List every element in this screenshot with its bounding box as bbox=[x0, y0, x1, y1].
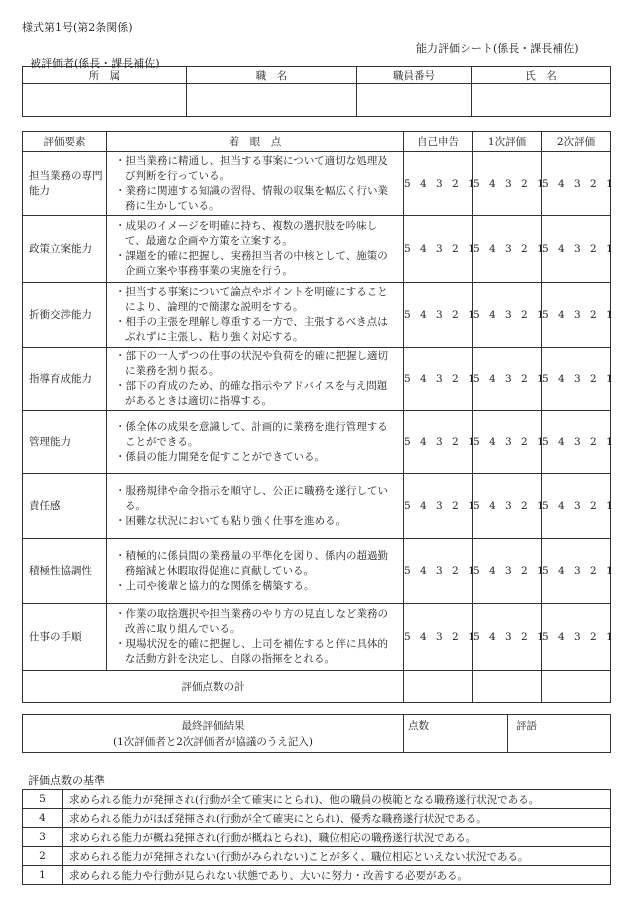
table-row bbox=[23, 283, 611, 348]
final-result-note: (1次評価者と2次評価者が協議のうえ記入) bbox=[112, 735, 314, 748]
point-text: ・作業の取捨選択や担当業務のやり方の見直しなど業務の改善に取り組んでいる。 bbox=[115, 608, 388, 635]
job-title-field[interactable] bbox=[187, 84, 357, 117]
criteria-score: 4 bbox=[23, 809, 63, 828]
staff-number-field[interactable] bbox=[357, 84, 472, 117]
name-field[interactable] bbox=[472, 84, 611, 117]
criteria-text: 求められる能力や行動が見られない状態であり、大いに努力・改善する必要がある。 bbox=[63, 866, 611, 885]
criteria-score: 3 bbox=[23, 828, 63, 847]
list-item bbox=[23, 828, 611, 847]
point-text: ・部下の一人ずつの仕事の状況や負荷を的確に把握し適切に業務を割り振る。 bbox=[115, 350, 388, 377]
element-negotiation: 折衝交渉能力 bbox=[23, 283, 107, 348]
table-row bbox=[23, 604, 611, 671]
first-total-field[interactable] bbox=[473, 671, 542, 703]
table-row bbox=[23, 411, 611, 474]
list-item bbox=[23, 809, 611, 828]
second-score-selector[interactable]: 5 4 3 2 1 bbox=[542, 348, 611, 411]
self-score-selector[interactable]: 5 4 3 2 1 bbox=[404, 348, 473, 411]
final-evaluation-table bbox=[22, 714, 611, 753]
element-initiative: 積極性協調性 bbox=[23, 539, 107, 604]
table-row bbox=[23, 348, 611, 411]
element-expertise: 担当業務の専門能力 bbox=[23, 152, 107, 216]
self-score-selector[interactable]: 5 4 3 2 1 bbox=[404, 411, 473, 474]
criteria-title: 評価点数の基準 bbox=[28, 774, 105, 787]
point-text: ・課題を的確に把握し、実務担当者の中核として、施策の企画立案や事務事業の実施を行う。 bbox=[115, 250, 388, 277]
element-management: 管理能力 bbox=[23, 411, 107, 474]
point-text: ・上司や後輩と協力的な関係を構築する。 bbox=[115, 579, 315, 592]
point-text: ・服務規律や命令指示を順守し、公正に職務を遂行している。 bbox=[115, 484, 388, 512]
criteria-text: 求められる能力がほぼ発揮され(行動が全て確実にとられ)、優秀な職務遂行状況である。 bbox=[63, 809, 611, 828]
list-item bbox=[23, 847, 611, 866]
header-affiliation: 所 属 bbox=[23, 67, 187, 84]
self-score-selector[interactable]: 5 4 3 2 1 bbox=[404, 152, 473, 216]
total-row bbox=[23, 671, 611, 703]
evaluatee-label: 被評価者(係長・課長補佐) bbox=[30, 57, 160, 70]
second-score-selector[interactable]: 5 4 3 2 1 bbox=[542, 474, 611, 539]
point-text: ・現場状況を的確に把握し、上司を補佐すると伴に具体的な活動方針を決定し、自隊の指揮をとれる。 bbox=[115, 638, 388, 665]
final-comment-field[interactable] bbox=[508, 715, 611, 753]
second-score-selector[interactable]: 5 4 3 2 1 bbox=[542, 283, 611, 348]
header-points: 着 眼 点 bbox=[107, 132, 404, 152]
second-score-selector[interactable]: 5 4 3 2 1 bbox=[542, 604, 611, 671]
table-row bbox=[23, 539, 611, 604]
first-score-selector[interactable]: 5 4 3 2 1 bbox=[473, 411, 542, 474]
header-first: 1次評価 bbox=[473, 132, 542, 152]
self-score-selector[interactable]: 5 4 3 2 1 bbox=[404, 539, 473, 604]
final-result-cell bbox=[23, 715, 404, 753]
self-total-field[interactable] bbox=[404, 671, 473, 703]
table-row bbox=[23, 152, 611, 216]
first-score-selector[interactable]: 5 4 3 2 1 bbox=[473, 348, 542, 411]
table-row bbox=[23, 216, 611, 283]
point-text: ・部下の育成のため、的確な指示やアドバイスを与え問題があるときは適切に指導する。 bbox=[115, 380, 388, 407]
header-name: 氏 名 bbox=[472, 67, 611, 84]
criteria-score: 5 bbox=[23, 790, 63, 809]
header-staff-number: 職員番号 bbox=[357, 67, 472, 84]
point-text: ・成果のイメージを明確に持ち、複数の選択肢を吟味して、最適な企画や方策を立案する。 bbox=[115, 220, 378, 247]
second-score-selector[interactable]: 5 4 3 2 1 bbox=[542, 539, 611, 604]
header-second: 2次評価 bbox=[542, 132, 611, 152]
point-text: ・係員の能力開発を促すことができている。 bbox=[115, 450, 325, 463]
criteria-score: 1 bbox=[23, 866, 63, 885]
second-total-field[interactable] bbox=[542, 671, 611, 703]
form-number: 様式第1号(第2条関係) bbox=[22, 21, 133, 34]
first-score-selector[interactable]: 5 4 3 2 1 bbox=[473, 152, 542, 216]
self-score-selector[interactable]: 5 4 3 2 1 bbox=[404, 283, 473, 348]
final-comment-label: 評語 bbox=[516, 720, 537, 732]
first-score-selector[interactable]: 5 4 3 2 1 bbox=[473, 539, 542, 604]
second-score-selector[interactable]: 5 4 3 2 1 bbox=[542, 152, 611, 216]
point-text: ・積極的に係員間の業務量の平準化を図り、係内の超過勤務縮減と休暇取得促進に貢献している。 bbox=[115, 549, 388, 577]
header-job-title: 職 名 bbox=[187, 67, 357, 84]
criteria-text: 求められる能力が発揮されない(行動がみられない)ことが多く、職位相応といえない状況である。 bbox=[63, 847, 611, 866]
final-score-label: 点数 bbox=[408, 720, 429, 732]
criteria-text: 求められる能力が概ね発揮され(行動が概ねとられ)、職位相応の職務遂行状況である。 bbox=[63, 828, 611, 847]
list-item bbox=[23, 866, 611, 885]
header-self: 自己申告 bbox=[404, 132, 473, 152]
sheet-title: 能力評価シート(係長・課長補佐) bbox=[416, 42, 579, 55]
point-text: ・業務に関連する知識の習得、情報の収集を幅広く行い業務に生かしている。 bbox=[115, 184, 388, 212]
table-row bbox=[23, 474, 611, 539]
element-procedure: 仕事の手順 bbox=[23, 604, 107, 671]
point-text: ・相手の主張を理解し尊重する一方で、主張するべき点はぶれずに主張し、粘り強く対応する。 bbox=[115, 316, 388, 343]
element-responsibility: 責任感 bbox=[23, 474, 107, 539]
header-element: 評価要素 bbox=[23, 132, 107, 152]
self-score-selector[interactable]: 5 4 3 2 1 bbox=[404, 604, 473, 671]
evaluation-table bbox=[22, 131, 616, 703]
self-score-selector[interactable]: 5 4 3 2 1 bbox=[404, 474, 473, 539]
second-score-selector[interactable]: 5 4 3 2 1 bbox=[542, 411, 611, 474]
self-score-selector[interactable]: 5 4 3 2 1 bbox=[404, 216, 473, 283]
first-score-selector[interactable]: 5 4 3 2 1 bbox=[473, 283, 542, 348]
point-text: ・困難な状況においても粘り強く仕事を進める。 bbox=[115, 514, 346, 527]
first-score-selector[interactable]: 5 4 3 2 1 bbox=[473, 216, 542, 283]
second-score-selector[interactable]: 5 4 3 2 1 bbox=[542, 216, 611, 283]
criteria-table bbox=[22, 789, 611, 885]
total-label: 評価点数の計 bbox=[23, 671, 404, 703]
final-result-title: 最終評価結果 bbox=[181, 719, 245, 732]
point-text: ・担当する事案について論点やポイントを明確にすることにより、論理的で簡潔な説明をする。 bbox=[115, 286, 388, 313]
point-text: ・担当業務に精通し、担当する事案について適切な処理及び判断を行っている。 bbox=[115, 154, 388, 182]
point-text: ・係全体の成果を意識して、計画的に業務を進行管理することができる。 bbox=[115, 420, 388, 448]
element-guidance: 指導育成能力 bbox=[23, 348, 107, 411]
criteria-score: 2 bbox=[23, 847, 63, 866]
first-score-selector[interactable]: 5 4 3 2 1 bbox=[473, 474, 542, 539]
element-policy: 政策立案能力 bbox=[23, 216, 107, 283]
first-score-selector[interactable]: 5 4 3 2 1 bbox=[473, 604, 542, 671]
evaluatee-table bbox=[22, 66, 611, 117]
list-item bbox=[23, 790, 611, 809]
criteria-text: 求められる能力が発揮され(行動が全て確実にとられ)、他の職員の模範となる職務遂行状況である。 bbox=[63, 790, 611, 809]
affiliation-field[interactable] bbox=[23, 84, 187, 117]
final-score-field[interactable] bbox=[404, 715, 508, 753]
